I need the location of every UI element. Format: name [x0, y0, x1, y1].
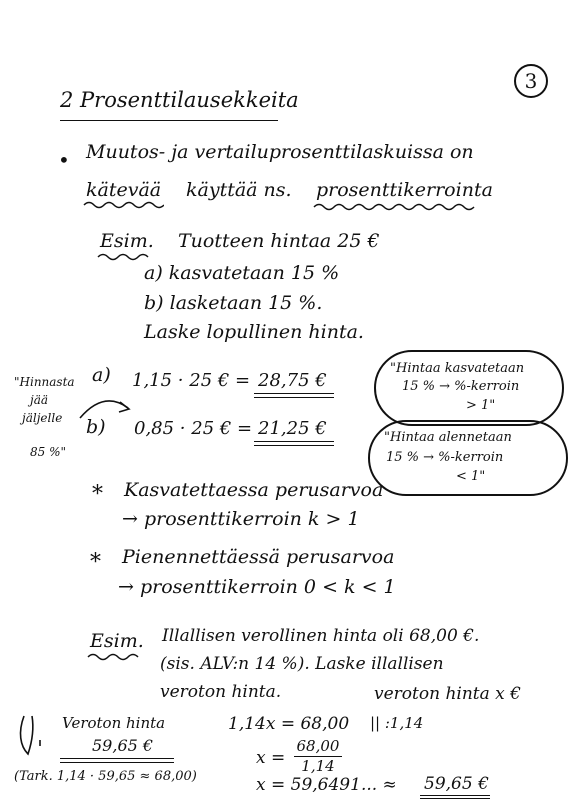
example-2-line-2: (sis. ALV:n 14 %). Laske illallisen	[160, 654, 444, 674]
result-double-underline-1	[420, 795, 490, 796]
calc-b-double-underline-1	[254, 441, 334, 442]
page-number: 3	[514, 64, 548, 98]
equation-result: 59,65 €	[424, 774, 489, 794]
intro-text: käyttää ns.	[186, 179, 292, 201]
equation-approx: x = 59,6491... ≈	[256, 775, 397, 795]
intro-word-prosenttikerrointa: prosenttikerrointa	[316, 179, 493, 201]
title-underline	[60, 120, 278, 121]
rule-2-star: *	[90, 550, 101, 575]
example-2-line-1: Illallisen verollinen hinta oli 68,00 €.	[162, 626, 480, 646]
calc-a-double-underline-1	[254, 393, 334, 394]
bullet: •	[58, 148, 70, 172]
fraction-denominator: 1,14	[301, 757, 335, 775]
answer-mark-icon	[16, 712, 52, 758]
calc-b-result: 21,25 €	[258, 418, 327, 439]
answer-double-underline-1	[60, 758, 174, 759]
cloud-2-line-3: < 1"	[456, 469, 486, 484]
rule-1-line-1: Kasvatettaessa perusarvoa	[124, 479, 384, 501]
equation-divide: || :1,14	[370, 714, 424, 732]
calc-a-label: a)	[92, 364, 111, 386]
cloud-1-line-3: > 1"	[466, 398, 496, 413]
rule-1-star: *	[92, 482, 103, 507]
intro-line-1: Muutos- ja vertailuprosenttilaskuissa on	[86, 141, 474, 163]
fraction-numerator: 68,00	[296, 737, 340, 755]
cloud-2-line-1: "Hintaa alennetaan	[384, 430, 512, 445]
rule-2-line-2: → prosenttikerroin 0 < k < 1	[118, 576, 396, 598]
example-2-underline	[86, 652, 146, 662]
side-note-line-2: jää	[30, 393, 49, 407]
calc-a-double-underline-2	[254, 397, 334, 398]
side-note-arrow-icon	[76, 392, 136, 424]
rule-1-line-2: → prosenttikerroin k > 1	[122, 508, 360, 530]
calc-b-double-underline-2	[254, 445, 334, 446]
example-1-ask: Laske lopullinen hinta.	[144, 321, 364, 343]
side-note-line-1: "Hinnasta	[14, 375, 75, 389]
fraction	[294, 739, 342, 774]
cloud-1-line-2: 15 % → %-kerroin	[402, 379, 520, 394]
example-2-label: Esim.	[90, 630, 144, 652]
answer-label: Veroton hinta	[62, 714, 166, 732]
check-line: (Tark. 1,14 · 59,65 ≈ 68,00)	[14, 769, 197, 784]
equation-x-equals: x =	[256, 748, 286, 768]
side-note-line-3: jäljelle	[22, 411, 63, 425]
rule-2-line-1: Pienennettäessä perusarvoa	[122, 546, 395, 568]
example-1-label: Esim.	[100, 230, 154, 252]
page-title: 2 Prosenttilausekkeita	[60, 88, 299, 112]
cloud-1-line-1: "Hintaa kasvatetaan	[390, 361, 525, 376]
example-1-task-b: b) lasketaan 15 %.	[144, 292, 323, 314]
intro-word-katevaa: kätevää	[86, 179, 162, 201]
example-2-line-3: veroton hinta.	[160, 682, 282, 702]
wavy-underline-katevaa	[82, 200, 164, 210]
answer-value: 59,65 €	[92, 736, 154, 755]
example-1-underline	[96, 252, 156, 262]
answer-double-underline-2	[60, 762, 174, 763]
example-1-line-1: Tuotteen hintaa 25 €	[178, 230, 380, 252]
calc-a-result: 28,75 €	[258, 370, 327, 391]
wavy-underline-prosenttikerrointa	[312, 202, 478, 212]
result-double-underline-2	[420, 798, 490, 799]
example-2-unknown: veroton hinta x €	[374, 684, 521, 704]
cloud-2-line-2: 15 % → %-kerroin	[386, 450, 504, 465]
calc-b-label: b)	[86, 416, 106, 438]
example-1-task-a: a) kasvatetaan 15 %	[144, 262, 340, 284]
equation-1: 1,14x = 68,00	[228, 714, 350, 734]
calc-b-expression: 0,85 · 25 € =	[134, 418, 253, 439]
calc-a-expression: 1,15 · 25 € =	[132, 370, 251, 391]
side-note-line-4: 85 %"	[30, 445, 67, 459]
